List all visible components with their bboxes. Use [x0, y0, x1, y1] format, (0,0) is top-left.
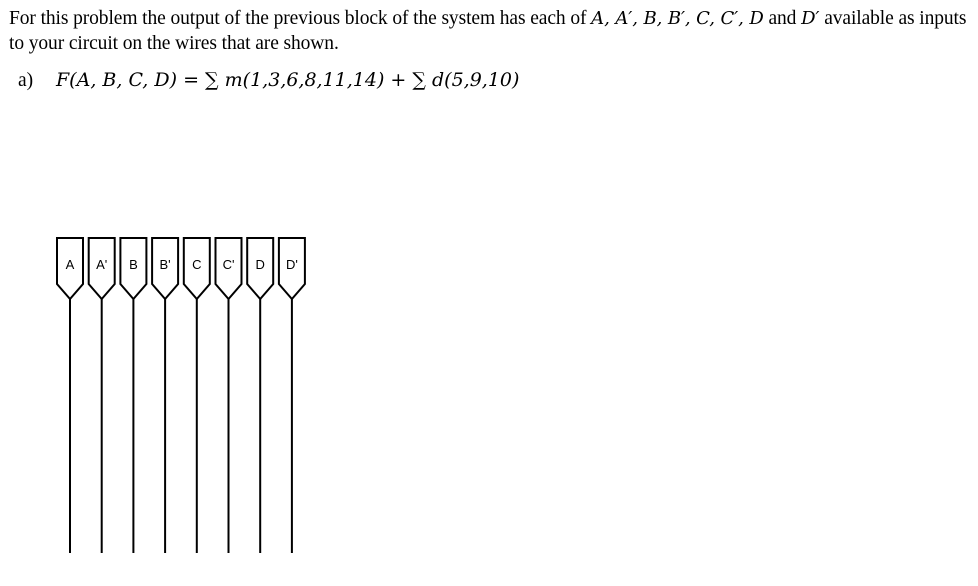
input-wires: [57, 238, 305, 553]
part-a-label: a): [18, 70, 34, 91]
plus-sign: +: [384, 69, 413, 91]
wire-d-prime: [279, 238, 305, 553]
wire-label-a-prime: A': [96, 257, 108, 272]
wire-label-a: A: [65, 257, 75, 272]
variables-list: A, A′, B, B′, C, C′, D: [591, 8, 764, 29]
wire-d: [247, 238, 273, 553]
wire-label-d-prime: D': [285, 257, 298, 272]
wire-a-prime: [89, 238, 115, 553]
wire-b: [120, 238, 146, 553]
wire-label-b: B: [129, 257, 138, 272]
wire-b-prime: [152, 238, 178, 553]
intro-and: and: [763, 8, 802, 29]
equals-sign: =: [177, 69, 206, 91]
wire-label-d: D: [255, 257, 265, 272]
wire-a: [57, 238, 83, 553]
function-name: F(A, B, C, D): [56, 69, 178, 91]
wire-label-c: C: [192, 257, 202, 272]
wire-c-prime: [216, 238, 242, 553]
wire-label-c-prime: C': [222, 257, 235, 272]
last-variable: D′: [801, 8, 820, 29]
minterm-sum: ∑ m(1,3,6,8,11,14): [205, 69, 385, 91]
wire-label-b-prime: B': [159, 257, 171, 272]
intro-text-2: available as inputs to your circuit on the wires that are shown.: [9, 8, 967, 54]
dontcare-sum: ∑ d(5,9,10): [412, 69, 520, 91]
wire-c: [184, 238, 210, 553]
intro-text-1: For this problem the output of the previous block of the system has each of: [9, 8, 592, 29]
